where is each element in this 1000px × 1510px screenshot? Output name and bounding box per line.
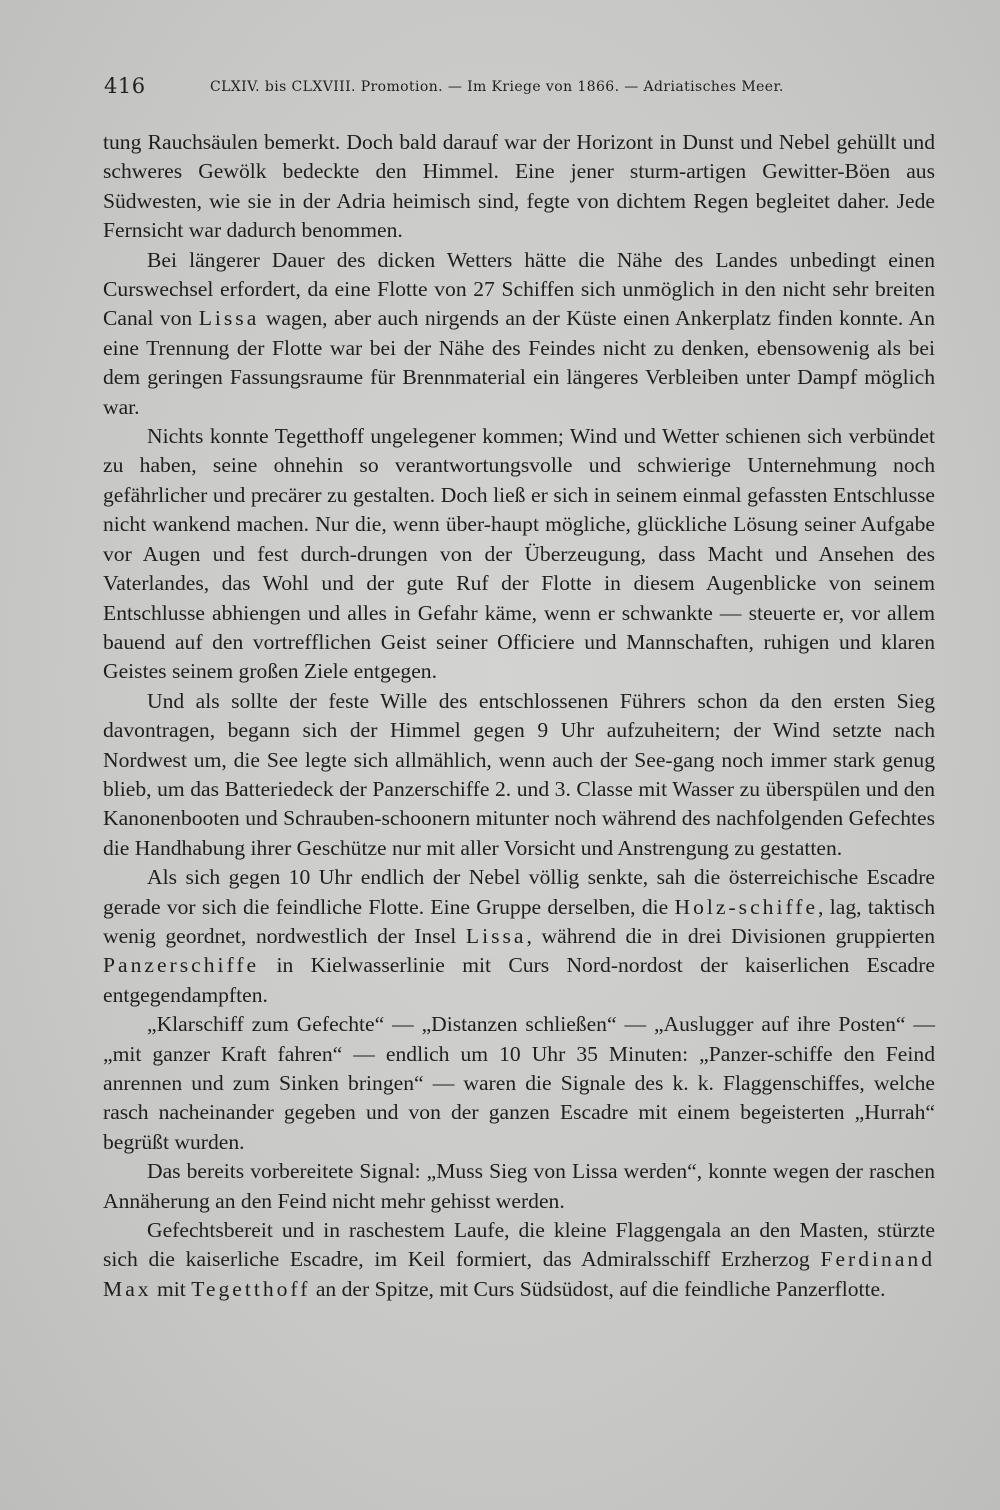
paragraph-7: Das bereits vorbereitete Signal: „Muss Sieg von Lissa werden“, konnte wegen der raschen Annäherung an den Feind nicht mehr gehisst werden.: [103, 1159, 935, 1213]
paragraph-8-text-b: mit: [151, 1276, 192, 1301]
paragraph-8-text-a: Gefechtsbereit und in raschestem Laufe, die kleine Flaggengala an den Masten, stürzte sich die kaiserliche Escadre, im Keil formiert, das Admiralsschiff Erzherzog: [103, 1218, 935, 1272]
paragraph-1: tung Rauchsäulen bemerkt. Doch bald darauf war der Horizont in Dunst und Nebel gehüllt und schweres Gewölk bedeckte den Himmel. Eine jener sturm-artigen Gewitter-Böen aus Südwesten, wie sie in der Adria heimisch sind, fegte von dichtem Regen begleitet daher. Jede Fernsicht war dadurch benommen.: [103, 130, 935, 243]
paragraph-5-text-b: , lag, taktisch wenig geordnet, nordwestlich der Insel: [103, 894, 935, 948]
paragraph-5-text-d: in Kielwasserlinie mit Curs Nord-nordost der kaiserlichen Escadre entgegendampften.: [103, 953, 935, 1007]
place-name-lissa-2: Lissa: [465, 923, 527, 948]
paragraph-5-text-a: Als sich gegen 10 Uhr endlich der Nebel völlig senkte, sah die österreichische Escadre gerade vor sich die feindliche Flotte. Eine Gruppe derselben, die: [103, 865, 935, 919]
paragraph-3: Nichts konnte Tegetthoff ungelegener kommen; Wind und Wetter schienen sich verbündet zu haben, seine ohnehin so verantwortungsvolle und schwierige Unternehmung noch gefährlicher und precärer zu gestalten. Doch ließ er sich in seinem einmal gefassten Entschlusse nicht wankend machen. Nur die, wenn über-haupt mögliche, glückliche Lösung seiner Aufgabe vor Augen und fest durch-drungen von der Überzeugung, dass Macht und Ansehen des Vaterlandes, das Wohl und der gute Ruf der Flotte in diesem Augenblicke von seinem Entschlusse abhiengen und alles in Gefahr käme, wenn er schwankte — steuerte er, vor allem bauend auf den vortrefflichen Geist seiner Officiere und Mannschaften, ruhigen und klaren Geistes seinem großen Ziele entgegen.: [103, 424, 935, 684]
paragraph-6: „Klarschiff zum Gefechte“ — „Distanzen schließen“ — „Auslugger auf ihre Posten“ — „mit ganzer Kraft fahren“ — endlich um 10 Uhr 35 Minuten: „Panzer-schiffe den Feind anrennen und zum Sinken bringen“ — waren die Signale des k. k. Flaggenschiffes, welche rasch nacheinander gegeben und von der ganzen Escadre mit einem begeisterten „Hurrah“ begrüßt wurden.: [103, 1012, 935, 1154]
term-holzschiffe: Holz-schiffe: [674, 894, 819, 919]
paragraph-5: [103, 863, 935, 1010]
paragraph-5-text-c: , während die in drei Divisionen gruppierten: [526, 923, 935, 948]
paragraph-8: [103, 1216, 935, 1304]
person-name-tegetthoff: Tegetthoff: [191, 1276, 311, 1301]
body-text: [103, 128, 935, 1304]
running-head: CLXIV. bis CLXVIII. Promotion. — Im Kriege von 1866. — Adriatisches Meer.: [210, 79, 784, 95]
paragraph-2-text-a: Bei längerer Dauer des dicken Wetters hätte die Nähe des Landes unbedingt einen Curswechsel erfordert, da eine Flotte von 27 Schiffen sich unmöglich in den nicht sehr breiten Canal von: [103, 247, 935, 331]
page-header: [104, 74, 844, 104]
paragraph-8-text-c: an der Spitze, mit Curs Südsüdost, auf die feindliche Panzerflotte.: [310, 1276, 886, 1301]
page-number: 416: [104, 74, 146, 98]
ship-name-ferdinand-max: Ferdinand Max: [103, 1247, 935, 1301]
place-name-lissa: Lissa: [198, 306, 260, 331]
term-panzerschiffe: Panzerschiffe: [103, 953, 260, 978]
paragraph-2: [103, 246, 935, 422]
paragraph-2-text-b: wagen, aber auch nirgends an der Küste einen Ankerplatz finden konnte. An eine Trennung der Flotte war bei der Nähe des Feindes nicht zu denken, ebensowenig als bei dem geringen Fassungsraume für Brennmaterial ein längeres Verbleiben unter Dampf möglich war.: [103, 306, 936, 419]
paragraph-4: Und als sollte der feste Wille des entschlossenen Führers schon da den ersten Sieg davontragen, begann sich der Himmel gegen 9 Uhr aufzuheitern; der Wind setzte nach Nordwest um, die See legte sich allmählich, wenn auch der See-gang noch immer stark genug blieb, um das Batteriedeck der Panzerschiffe 2. und 3. Classe mit Wasser zu überspülen und den Kanonenbooten und Schrauben-schoonern mitunter noch während des nachfolgenden Gefechtes die Handhabung ihrer Geschütze nur mit aller Vorsicht und Anstrengung zu gestatten.: [103, 688, 935, 860]
